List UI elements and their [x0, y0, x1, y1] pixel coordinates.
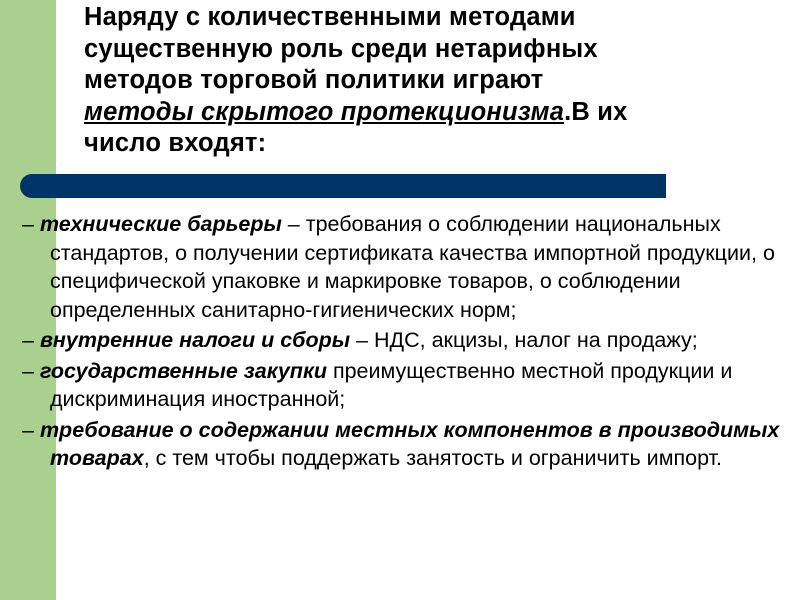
list-item	[22, 357, 792, 414]
item-term: требование о содержании местных компонентов в производимых товарах	[39, 417, 780, 470]
item-text: – требования о соблюдении национальных стандартов, о получении сертификата качества импортной продукции, о специфической упаковке и маркировке товаров, о соблюдении определенных санитарно-гигиенических норм;	[50, 212, 775, 322]
title-line-5: число входят:	[84, 129, 267, 157]
title-highlight: методы скрытого протекционизма	[84, 97, 565, 126]
item-dash: –	[22, 212, 40, 236]
title-line-1: Наряду с количественными методами	[84, 3, 576, 31]
list-item	[22, 416, 792, 473]
title-divider-bar	[20, 174, 666, 198]
item-text: , с тем чтобы поддержать занятость и ограничить импорт.	[143, 446, 722, 470]
item-dash: –	[22, 328, 40, 352]
item-term: государственные закупки	[39, 358, 327, 383]
item-text: преимущественно местной продукции и дискриминация иностранной;	[50, 358, 733, 411]
list-item	[22, 326, 792, 355]
item-term: внутренние налоги и сборы	[39, 328, 351, 352]
slide-title	[84, 2, 784, 160]
title-line-3: методов торговой политики играют	[84, 66, 544, 94]
title-line-4-rest: .В их	[564, 97, 628, 126]
item-term: технические барьеры	[39, 212, 282, 236]
title-line-2: существенную роль среди нетарифных	[84, 34, 598, 63]
item-dash: –	[22, 417, 40, 442]
title-line-4	[84, 97, 784, 129]
list-item	[22, 210, 792, 324]
item-dash: –	[22, 358, 40, 383]
item-text: – НДС, акцизы, налог на продажу;	[350, 328, 698, 352]
bullet-list	[22, 210, 792, 475]
